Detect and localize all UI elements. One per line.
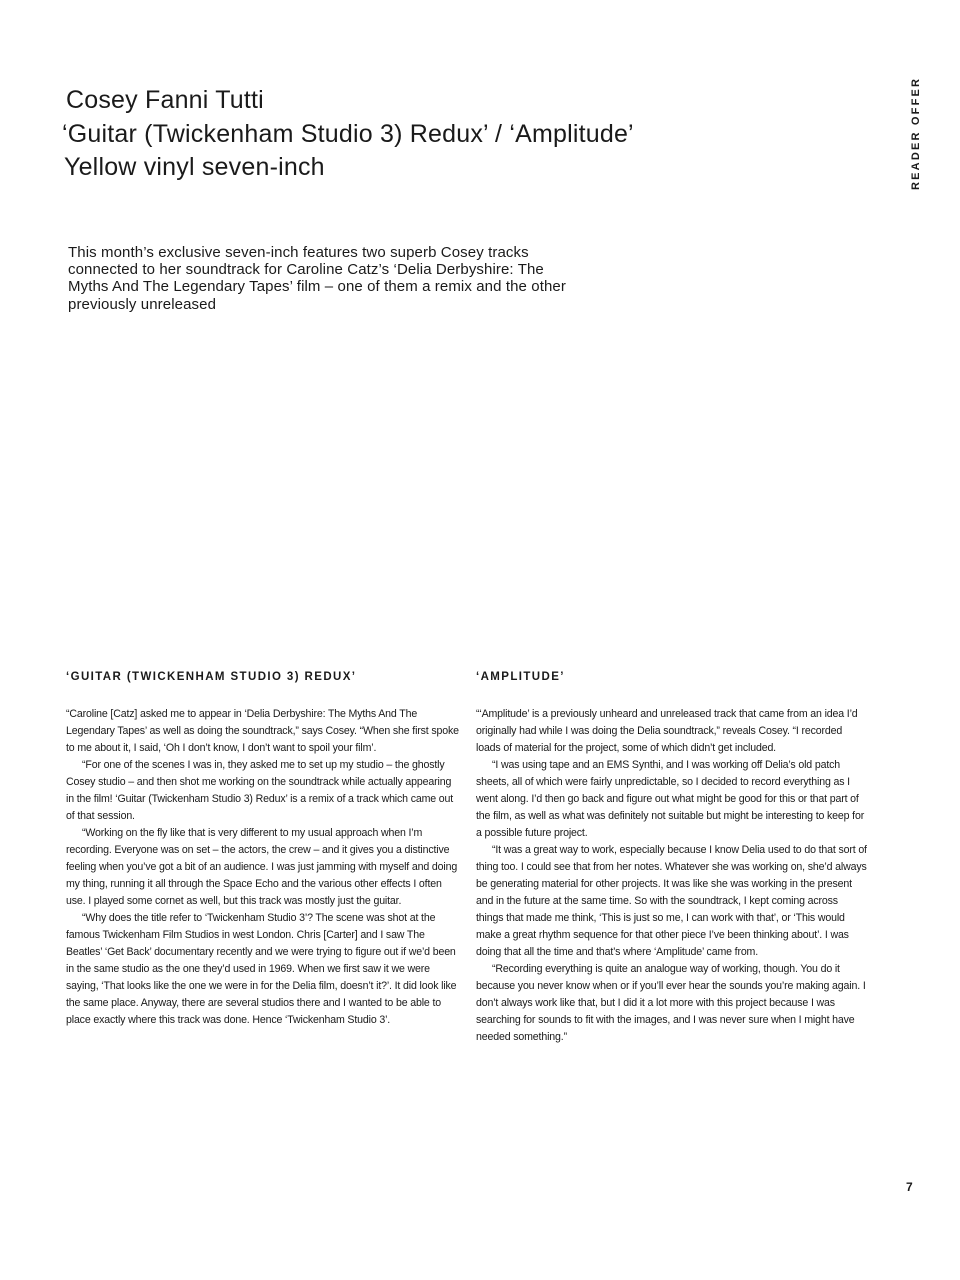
track-titles: ‘Guitar (Twickenham Studio 3) Redux’ / ‘Amplitude’ — [62, 119, 634, 148]
reader-offer-text: READER OFFER — [910, 76, 922, 190]
release-format: Yellow vinyl seven-inch — [64, 153, 325, 181]
artist-name: Cosey Fanni Tutti — [66, 86, 264, 114]
amplitude-paragraph-1: “‘Amplitude’ is a previously unheard and unreleased track that came from an idea I’d originally had while I was doing the Delia soundtrack,” reveals Cosey. “I recorded loads of material for the project, some of which didn’t get included. — [476, 708, 858, 754]
guitar-paragraph-3: “Working on the fly like that is very different to my usual approach when I’m recording. Everyone was on set – the actors, the crew – and it gives you a distinctive feeling when you’ve got a bit of an audience. I was just jamming with myself and doing my thing, running it all through the Space Echo and the various other effects I often use. I played some cornet as well, but this track was mostly just the guitar. — [66, 827, 458, 907]
page-number: 7 — [906, 1180, 913, 1194]
guitar-paragraph-2: “For one of the scenes I was in, they asked me to set up my studio – the ghostly Cosey studio – and then shot me working on the soundtrack while actually appearing in the film! ‘Guitar (Twickenham Studio 3) Redux’ is a remix of a track which came out of that session. — [66, 759, 454, 822]
guitar-paragraph-1: “Caroline [Catz] asked me to appear in ‘Delia Derbyshire: The Myths And The Legendary Tapes’ as well as doing the soundtrack,” says Cosey. “When she first spoke to me about it, I said, ‘Oh I don’t know, I don’t want to spoil your film’. — [66, 708, 459, 754]
guitar-heading: ‘GUITAR (TWICKENHAM STUDIO 3) REDUX’ — [66, 671, 357, 683]
amplitude-paragraph-4: “Recording everything is quite an analogue way of working, though. You do it because you never know when or if you’ll ever hear the sounds you’re making again. I don’t always work like that, but I did it a lot more with this project because I was searching for sounds to fit with the images, and I was never sure when I might have needed something.” — [476, 963, 866, 1043]
title-block — [62, 84, 634, 185]
reader-offer-label — [900, 76, 922, 190]
amplitude-paragraph-3: “It was a great way to work, especially because I know Delia used to do that sort of thing too. I could see that from her notes. Whatever she was working on, she’d always be generating material for other projects. It was like she was working in the present and in the future at the same time. So with the soundtrack, I kept coming across things that made me think, ‘This is just so me, I can work with that’, or ‘This would make a great rhythm sequence for that other piece I’ve been thinking about’. I was doing that all the time and that’s where ‘Amplitude’ came from. — [476, 844, 867, 958]
amplitude-article — [476, 668, 868, 1046]
guitar-paragraph-4: “Why does the title refer to ‘Twickenham Studio 3’? The scene was shot at the famous Twickenham Film Studios in west London. Chris [Carter] and I saw The Beatles’ ‘Get Back’ documentary recently and we were trying to figure out if we’d been in the same studio as the one they’d used in 1969. When we first saw it we were saying, ‘That looks like the one we were in for the Delia film, doesn’t it?’. It did look like the same place. Anyway, there are several studios there and I wanted to be able to place exactly where this track was done. Hence ‘Twickenham Studio 3’. — [66, 912, 457, 1026]
amplitude-heading: ‘AMPLITUDE’ — [476, 671, 565, 683]
intro-paragraph: This month’s exclusive seven-inch features two superb Cosey tracks connected to her soundtrack for Caroline Catz’s ‘Delia Derbyshire: The Myths And The Legendary Tapes’ film – one of them a remix and the other previously unreleased — [68, 244, 566, 313]
amplitude-paragraph-2: “I was using tape and an EMS Synthi, and I was working off Delia’s old patch sheets, all of which were fairly unpredictable, so I decided to record everything as I went along. I’d then go back and figure out what might be good for this or that part of the film, as well as what was definitely not suitable but might be interesting to keep for a possible future project. — [476, 759, 865, 839]
guitar-article — [66, 668, 461, 1029]
